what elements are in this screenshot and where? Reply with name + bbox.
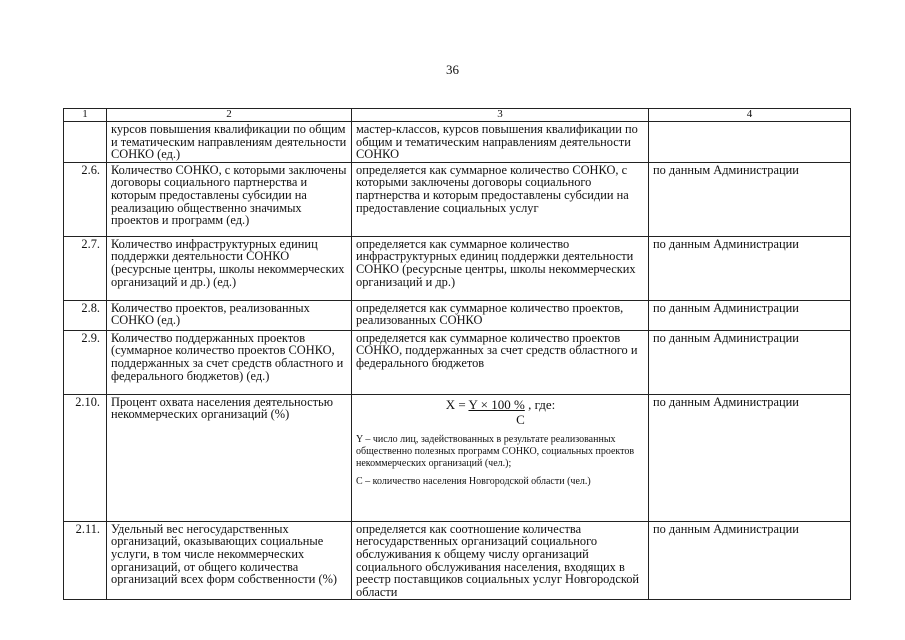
calculation-method: мастер-классов, курсов повышения квалификации по общим и тематическим направлениям деятельности СОНКО [352, 122, 649, 163]
data-source: по данным Администрации [649, 394, 851, 521]
formula-numerator: Y × 100 % [468, 396, 525, 412]
header-cell: 4 [649, 109, 851, 122]
table-header-row [64, 109, 851, 122]
row-number: 2.7. [64, 236, 107, 300]
indicator-name: Количество проектов, реализованных СОНКО (ед.) [107, 300, 352, 330]
indicator-name: Количество поддержанных проектов (суммарное количество проектов СОНКО, поддержанных за счет средств областного и федерального бюджетов) (ед.) [107, 330, 352, 394]
formula-note-y: Y – число лиц, задействованных в результате реализованных общественно полезных программ СОНКО, социальных проектов некоммерческих организаций (чел.); [356, 433, 635, 469]
calculation-method: определяется как суммарное количество проектов СОНКО, поддержанных за счет средств областного и федерального бюджетов [352, 330, 649, 394]
calculation-method: определяется как суммарное количество СОНКО, с которыми заключены договоры социального партнерства и которым предоставлены субсидии на предоставление социальных услуг [352, 162, 649, 236]
calculation-method: определяется как суммарное количество инфраструктурных единиц поддержки деятельности СОНКО (ресурсные центры, школы некоммерческих организаций и др.) [352, 236, 649, 300]
data-source: по данным Администрации [649, 236, 851, 300]
formula-note-c: С – количество населения Новгородской области (чел.) [356, 475, 591, 487]
indicator-name: курсов повышения квалификации по общим и тематическим направлениям деятельности СОНКО (ед.) [107, 122, 352, 163]
row-number: 2.6. [64, 162, 107, 236]
data-source: по данным Администрации [649, 521, 851, 600]
indicators-table [63, 108, 851, 600]
table-row [64, 394, 851, 521]
indicator-name: Удельный вес негосударственных организаций, оказывающих социальные услуги, в том числе некоммерческих организаций, от общего количества организаций всех форм собственности (%) [107, 521, 352, 600]
formula [356, 397, 645, 412]
data-source: по данным Администрации [649, 330, 851, 394]
row-number: 2.10. [64, 394, 107, 521]
table-row [64, 300, 851, 330]
indicator-name: Количество инфраструктурных единиц поддержки деятельности СОНКО (ресурсные центры, школы некоммерческих организаций и др.) (ед.) [107, 236, 352, 300]
formula-right: , где: [524, 396, 556, 412]
table-row [64, 330, 851, 394]
data-source: по данным Администрации [649, 300, 851, 330]
table-row [64, 521, 851, 600]
row-number: 2.8. [64, 300, 107, 330]
table-row [64, 162, 851, 236]
formula-left: X = [445, 396, 469, 412]
calculation-method [352, 394, 649, 521]
row-number: 2.9. [64, 330, 107, 394]
header-cell: 1 [64, 109, 107, 122]
page-number: 36 [446, 62, 459, 77]
data-source: по данным Администрации [649, 162, 851, 236]
row-number [64, 122, 107, 163]
table-row [64, 122, 851, 163]
indicator-name: Процент охвата населения деятельностью некоммерческих организаций (%) [107, 394, 352, 521]
calculation-method: определяется как суммарное количество проектов, реализованных СОНКО [352, 300, 649, 330]
indicator-name: Количество СОНКО, с которыми заключены договоры социального партнерства и которым предоставлены субсидии на реализацию общественно значимых проектов и программ (ед.) [107, 162, 352, 236]
table-row [64, 236, 851, 300]
row-number: 2.11. [64, 521, 107, 600]
data-source [649, 122, 851, 163]
formula-denominator: C [516, 411, 525, 427]
header-cell: 2 [107, 109, 352, 122]
header-cell: 3 [352, 109, 649, 122]
calculation-method: определяется как соотношение количества негосударственных организаций социального обслуживания к общему числу организаций социального обслуживания населения, входящих в реестр поставщиков социальных услуг Новгородской области [352, 521, 649, 600]
